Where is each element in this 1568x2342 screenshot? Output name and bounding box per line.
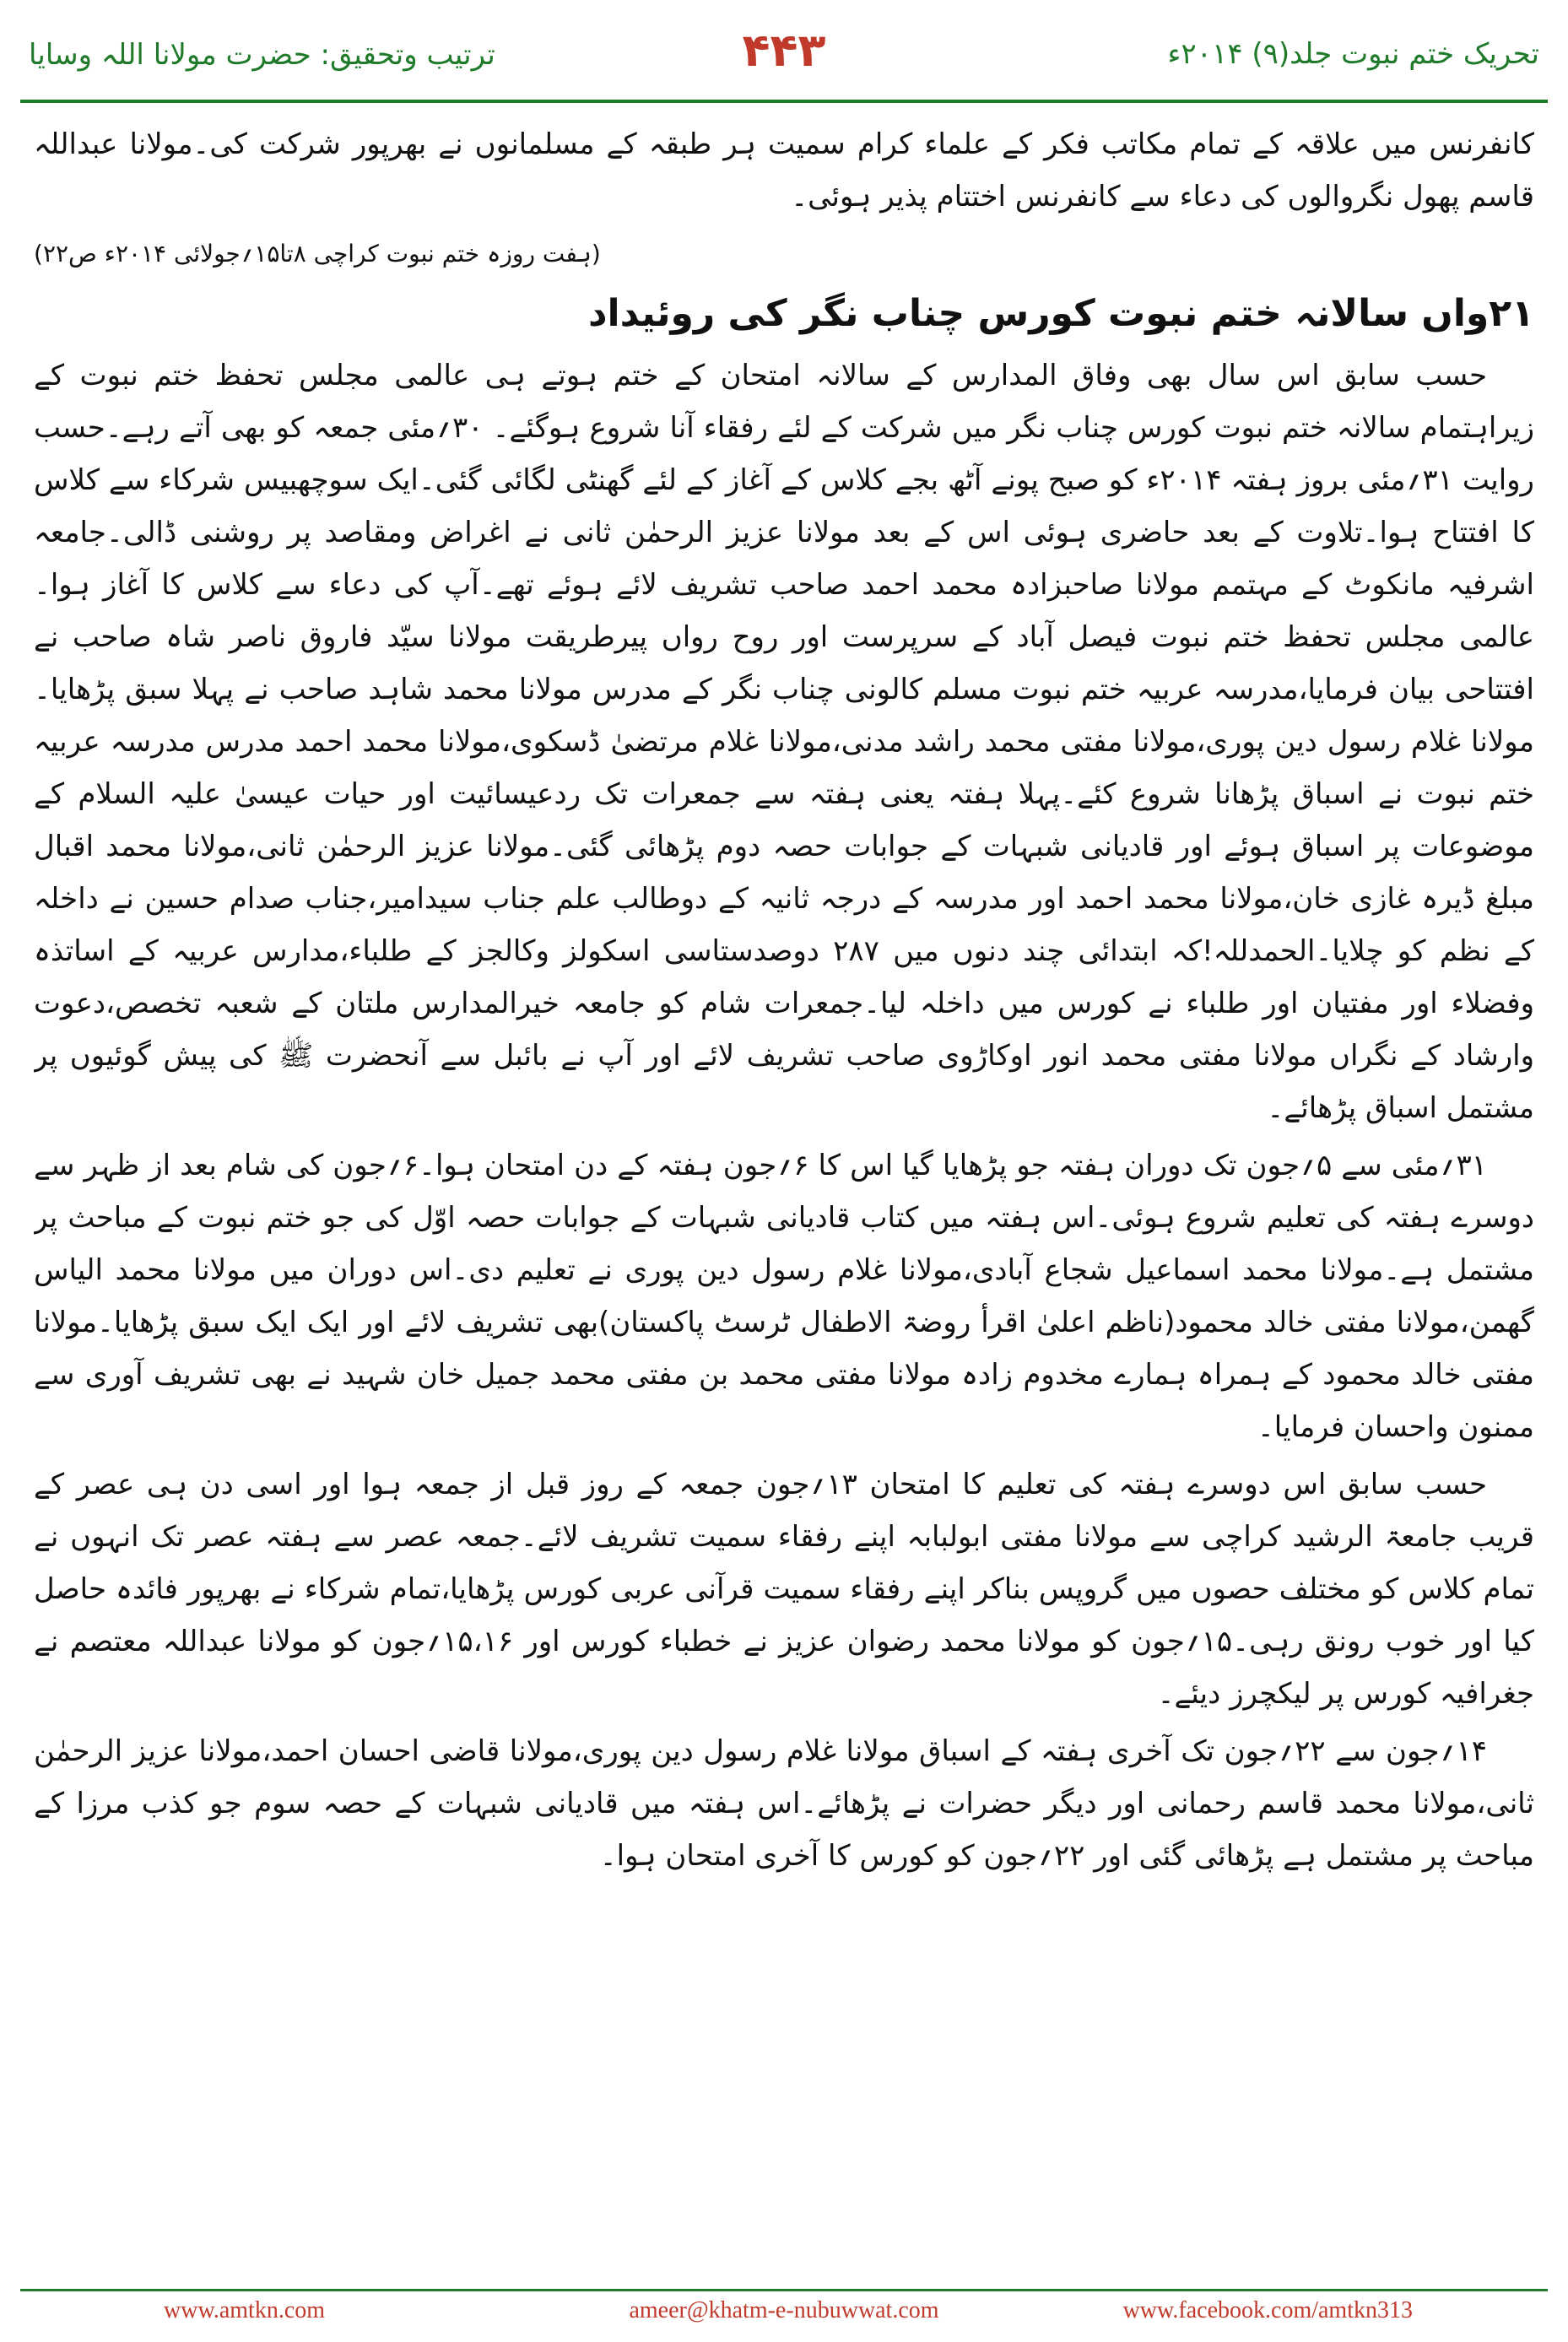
page-body — [34, 118, 1534, 2270]
intro-citation: (ہفت روزہ ختم نبوت کراچی ۸تا۱۵؍جولائی ۲۰۱۴ء ص۲۲) — [34, 240, 601, 268]
page-footer — [20, 2297, 1548, 2331]
page-number: ۴۴۳ — [742, 24, 826, 77]
header-compiler-credit: ترتیب وتحقیق: حضرت مولانا اللہ وسایا — [29, 38, 495, 72]
body-paragraph: حسب سابق اس سال بھی وفاق المدارس کے سالانہ امتحان کے ختم ہوتے ہی عالمی مجلس تحفظ ختم نبوت کے زیراہتمام سالانہ ختم نبوت کورس چناب نگر میں شرکت کے لئے رفقاء آنا شروع ہوگئے۔ ۳۰؍مئی جمعہ کو بھی آتے رہے۔حسب روایت ۳۱؍مئی بروز ہفتہ ۲۰۱۴ء کو صبح پونے آٹھ بجے کلاس کے آغاز کے لئے گھنٹی لگائی گئی۔ایک سوچھبیس شرکاء سے کلاس کا افتتاح ہوا۔تلاوت کے بعد حاضری ہوئی اس کے بعد مولانا عزیز الرحمٰن ثانی نے اغراض ومقاصد پر روشنی ڈالی۔جامعہ اشرفیہ مانکوٹ کے مہتمم مولانا صاحبزادہ محمد احمد صاحب تشریف لائے ہوئے تھے۔آپ کی دعاء سے کلاس کا آغاز ہوا۔عالمی مجلس تحفظ ختم نبوت فیصل آباد کے سرپرست اور روح رواں پیرطریقت مولانا سیّد فاروق ناصر شاہ صاحب نے افتتاحی بیان فرمایا،مدرسہ عربیہ ختم نبوت مسلم کالونی چناب نگر کے مدرس مولانا محمد شاہد صاحب نے پہلا سبق پڑھایا۔مولانا غلام رسول دین پوری،مولانا مفتی محمد راشد مدنی،مولانا غلام مرتضیٰ ڈسکوی،مولانا محمد احمد مدرس مدرسہ عربیہ ختم نبوت نے اسباق پڑھانا شروع کئے۔پہلا ہفتہ یعنی ہفتہ سے جمعرات تک ردعیسائیت اور حیات عیسیٰ علیہ السلام کے موضوعات پر اسباق ہوئے اور قادیانی شبہات کے جوابات حصہ دوم پڑھائی گئی۔مولانا عزیز الرحمٰن ثانی،مولانا محمد اقبال مبلغ ڈیرہ غازی خان،مولانا محمد احمد اور مدرسہ کے درجہ ثانیہ کے دوطالب علم جناب سیدامیر،جناب صدام حسین نے داخلہ کے نظم کو چلایا۔الحمدللہ!کہ ابتدائی چند دنوں میں ۲۸۷ دوصدستاسی اسکولز وکالجز کے طلباء،مدارس عربیہ کے اساتذہ وفضلاء اور مفتیان اور طلباء نے کورس میں داخلہ لیا۔جمعرات شام کو جامعہ خیرالمدارس ملتان کے شعبہ تخصص،دعوت وارشاد کے نگراں مولانا مفتی محمد انور اوکاڑوی صاحب تشریف لائے اور آپ نے بائبل سے آنحضرت ﷺ کی پیش گوئیوں پر مشتمل اسباق پڑھائے۔ — [34, 359, 1534, 1125]
body-paragraph: ۱۴؍جون سے ۲۲؍جون تک آخری ہفتہ کے اسباق مولانا غلام رسول دین پوری،مولانا قاضی احسان احمد،مولانا عزیز الرحمٰن ثانی،مولانا محمد قاسم رحمانی اور دیگر حضرات نے پڑھائے۔اس ہفتہ میں قادیانی شبہات کے حصہ سوم جو کذب مرزا کے مباحث پر مشتمل ہے پڑھائی گئی اور ۲۲؍جون کو کورس کا آخری امتحان ہوا۔ — [34, 1734, 1534, 1873]
footer-divider — [20, 2289, 1548, 2291]
body-paragraph: حسب سابق اس دوسرے ہفتہ کی تعلیم کا امتحان ۱۳؍جون جمعہ کے روز قبل از جمعہ ہوا اور اسی دن ہی عصر کے قریب جامعۃ الرشید کراچی سے مولانا مفتی ابولبابہ اپنے رفقاء سمیت تشریف لائے۔جمعہ عصر سے ہفتہ عصر تک انہوں نے تمام کلاس کو مختلف حصوں میں گروپس بناکر اپنے رفقاء سمیت قرآنی عربی کورس پڑھایا،تمام شرکاء نے بھرپور فائدہ حاصل کیا اور خوب رونق رہی۔۱۵؍جون کو مولانا محمد رضوان عزیز نے خطباء کورس اور ۱۵،۱۶؍جون کو مولانا عبداللہ معتصم نے جغرافیہ کورس پر لیکچرز دیئے۔ — [34, 1468, 1534, 1711]
header-book-title: تحریک ختم نبوت جلد(۹) ۲۰۱۴ء — [1167, 37, 1539, 71]
body-paragraph: ۳۱؍مئی سے ۵؍جون تک دوران ہفتہ جو پڑھایا گیا اس کا ۶؍جون ہفتہ کے دن امتحان ہوا۔۶؍جون کی شام بعد از ظہر سے دوسرے ہفتہ کی تعلیم شروع ہوئی۔اس ہفتہ میں کتاب قادیانی شبہات کے جوابات حصہ اوّل کی جو ختم نبوت کے مباحث پر مشتمل ہے۔مولانا محمد اسماعیل شجاع آبادی،مولانا غلام رسول دین پوری نے تعلیم دی۔اس دوران میں مولانا محمد الیاس گھمن،مولانا مفتی خالد محمود(ناظم اعلیٰ اقرأ روضۃ الاطفال ٹرسٹ پاکستان)بھی تشریف لائے اور ایک ایک سبق پڑھایا۔مولانا مفتی خالد محمود کے ہمراہ ہمارے مخدوم زادہ مولانا مفتی محمد بن مفتی محمد جمیل خان شہید نے بھی تشریف آوری سے ممنون واحسان فرمایا۔ — [34, 1149, 1534, 1444]
footer-facebook-link[interactable]: www.facebook.com/amtkn313 — [1122, 2297, 1413, 2323]
intro-paragraph: کانفرنس میں علاقہ کے تمام مکاتب فکر کے علماء کرام سمیت ہر طبقہ کے مسلمانوں نے بھرپور شرکت کی۔مولانا عبداللہ قاسم پھول نگروالوں کی دعاء سے کانفرنس اختتام پذیر ہوئی۔ — [34, 127, 1534, 214]
page-header — [20, 24, 1548, 108]
footer-website-link[interactable]: www.amtkn.com — [164, 2297, 326, 2323]
section-heading: ۲۱واں سالانہ ختم نبوت کورس چناب نگر کی روئیداد — [587, 292, 1534, 335]
header-divider — [20, 100, 1548, 103]
footer-email-link[interactable]: ameer@khatm-e-nubuwwat.com — [629, 2297, 939, 2323]
